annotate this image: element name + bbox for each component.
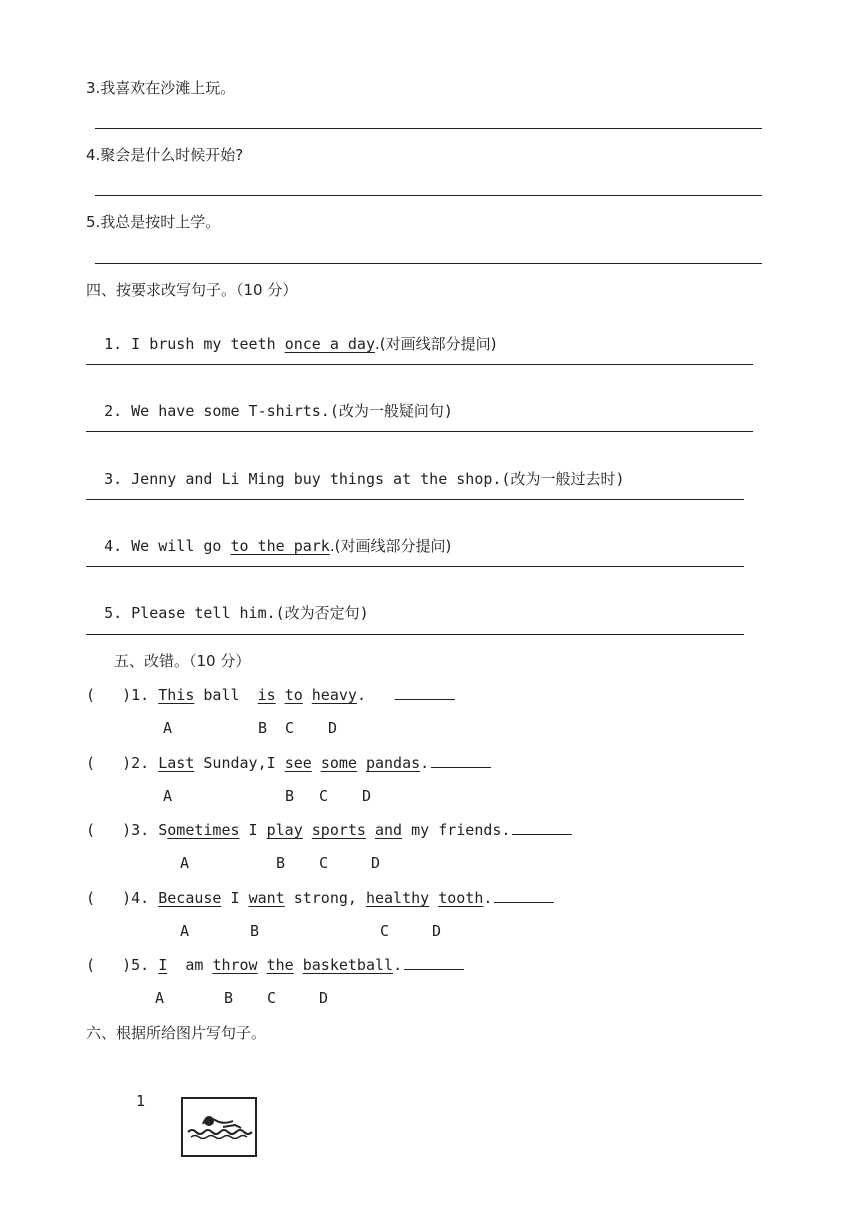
option-letter: B <box>250 922 260 940</box>
underlined-word: throw <box>212 956 258 974</box>
correction-item <box>86 685 455 705</box>
option-letter: A <box>163 719 173 737</box>
sentence-text <box>294 956 303 974</box>
sentence-text: strong, <box>284 889 366 907</box>
sentence-text: Sunday,I <box>194 754 285 772</box>
answer-blank[interactable] <box>431 753 491 768</box>
picture-number: 1 <box>136 1092 146 1110</box>
item-number: 1. <box>131 686 150 704</box>
picture-frame <box>181 1097 257 1157</box>
option-letter: C <box>285 719 295 737</box>
answer-blank[interactable] <box>395 685 455 700</box>
sentence-text: I <box>221 889 249 907</box>
sentence-text: my friends. <box>402 821 511 839</box>
underlined-word: want <box>248 889 285 907</box>
underlined-word: see <box>284 754 312 772</box>
sentence-text: am <box>167 956 213 974</box>
answer-paren-open: ( <box>86 821 96 839</box>
answer-line <box>86 499 744 500</box>
part4-item: 3. Jenny and Li Ming buy things at the shop.(改为一般过去时) <box>104 470 625 488</box>
option-letter: C <box>319 854 329 872</box>
sentence-text: I <box>239 821 267 839</box>
underlined-word: ometimes <box>167 821 240 839</box>
item-number: 3. <box>131 821 150 839</box>
answer-blank[interactable] <box>494 888 554 903</box>
part4-item: 2. We have some T-shirts.(改为一般疑问句) <box>104 402 453 420</box>
part3-item-4: 4.聚会是什么时候开始? <box>86 146 244 164</box>
option-letter: B <box>224 989 234 1007</box>
option-letter: A <box>180 922 190 940</box>
underlined-word: healthy <box>365 889 430 907</box>
part3-item-3: 3.我喜欢在沙滩上玩。 <box>86 79 236 97</box>
option-letter: B <box>276 854 286 872</box>
sentence-text <box>276 686 285 704</box>
option-letter: D <box>371 854 381 872</box>
underlined-word: play <box>266 821 303 839</box>
sentence-text: S <box>158 821 168 839</box>
underlined-word: I <box>158 956 168 974</box>
correction-item <box>86 888 554 908</box>
underlined-word: pandas <box>365 754 421 772</box>
underlined-word: tooth <box>438 889 484 907</box>
underlined-word: the <box>266 956 294 974</box>
item-number: 2. <box>131 754 150 772</box>
part5-heading: 五、改错。（10 分） <box>114 652 251 670</box>
part4-item: 4. We will go to the park.(对画线部分提问) <box>104 537 452 555</box>
sentence-text: . <box>483 889 493 907</box>
part4-item: 1. I brush my teeth once a day.(对画线部分提问) <box>104 335 497 353</box>
answer-blank[interactable] <box>512 820 572 835</box>
option-letter: D <box>328 719 338 737</box>
sentence-text <box>429 889 438 907</box>
answer-paren-close: ) <box>122 956 132 974</box>
answer-paren-open: ( <box>86 754 96 772</box>
part4-item: 5. Please tell him.(改为否定句) <box>104 604 369 622</box>
sentence-text <box>312 754 321 772</box>
sentence-text: ball <box>194 686 258 704</box>
underlined-word: basketball <box>302 956 394 974</box>
answer-paren-close: ) <box>122 889 132 907</box>
answer-blank[interactable] <box>404 955 464 970</box>
option-letter: D <box>432 922 442 940</box>
option-letter: A <box>155 989 165 1007</box>
sentence-text: . <box>393 956 403 974</box>
answer-paren-open: ( <box>86 956 96 974</box>
underlined-word: Last <box>158 754 195 772</box>
underlined-word: some <box>320 754 357 772</box>
underlined-word: is <box>257 686 276 704</box>
sentence-text <box>366 821 375 839</box>
item-number: 5. <box>131 956 150 974</box>
underlined-word: Because <box>158 889 222 907</box>
sentence-text <box>258 956 267 974</box>
underlined-word: to <box>284 686 303 704</box>
sentence-text <box>303 686 312 704</box>
answer-paren-close: ) <box>122 754 132 772</box>
answer-line <box>86 431 753 432</box>
part6-heading: 六、根据所给图片写句子。 <box>86 1024 267 1042</box>
underlined-word: sports <box>311 821 366 839</box>
answer-line <box>86 364 753 365</box>
correction-item <box>86 955 464 975</box>
answer-paren-close: ) <box>122 686 132 704</box>
swimmer-icon <box>183 1099 255 1155</box>
option-letter: B <box>258 719 268 737</box>
option-letter: A <box>180 854 190 872</box>
item-number: 4. <box>131 889 150 907</box>
answer-paren-open: ( <box>86 686 96 704</box>
part3-item-5: 5.我总是按时上学。 <box>86 213 221 231</box>
option-letter: D <box>362 787 372 805</box>
option-letter: C <box>319 787 329 805</box>
answer-paren-close: ) <box>122 821 132 839</box>
sentence-text <box>303 821 312 839</box>
answer-line <box>95 263 762 264</box>
option-letter: C <box>380 922 390 940</box>
part4-heading: 四、按要求改写句子。（10 分） <box>86 281 298 299</box>
option-letter: D <box>319 989 329 1007</box>
answer-line <box>86 566 744 567</box>
answer-line <box>95 195 762 196</box>
underlined-word: and <box>375 821 403 839</box>
option-letter: C <box>267 989 277 1007</box>
correction-item <box>86 820 572 840</box>
sentence-text <box>357 754 366 772</box>
sentence-text: . <box>356 686 394 704</box>
answer-paren-open: ( <box>86 889 96 907</box>
underlined-word: This <box>158 686 195 704</box>
option-letter: B <box>285 787 295 805</box>
option-letter: A <box>163 787 173 805</box>
underlined-word: heavy <box>311 686 357 704</box>
answer-line <box>86 634 744 635</box>
answer-line <box>95 128 762 129</box>
sentence-text: . <box>420 754 430 772</box>
correction-item <box>86 753 491 773</box>
